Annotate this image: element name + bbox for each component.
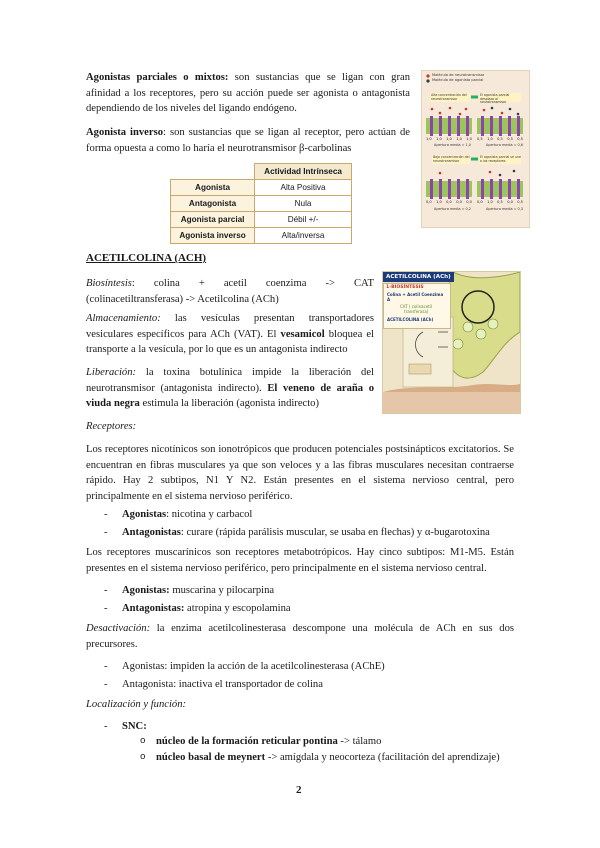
fig1-top-right-caption: El agonista parcial desplaza al neurotransmisor: [480, 93, 510, 105]
list-item: - Antagonistas: curare (rápida parálisis muscular, se usaba en flechas) y α-bugarotoxina: [104, 526, 490, 538]
nicotinicos-paragraph: Los receptores nicotínicos son ionotrópicos que producen potenciales postsinápticos excitatorios. Se encuentran en fibras musculares ya que son veloces y a las fibras musculares necesitan contraerse rápido. Hay 2 subtipos, N1 Y N2. Están presentes en el sistema nervioso central, pero principalmente en el sistema nervioso periférico.: [86, 444, 514, 502]
muscarinicos-paragraph: Los receptores muscarínicos son receptores metabotrópicos. Hay cinco subtipos: M1-M5. Están presentes en el sistema nervioso periférico, pero principalmente en el sistema nervioso central.: [86, 547, 514, 574]
almacenamiento-label: Almacenamiento:: [86, 313, 161, 324]
list-item: - Antagonistas: atropina y escopolamina: [104, 602, 291, 614]
desactivacion-list: [86, 659, 514, 692]
desactivacion-label: Desactivación:: [86, 623, 151, 634]
almacenamiento-paragraph: [86, 311, 374, 358]
list-item: o núcleo basal de meynert -> amígdala y neocorteza (facilitación del aprendizaje): [140, 751, 500, 763]
localizacion-label: Localización y función:: [86, 699, 187, 710]
fig1-legend-partial-agonist: Molécula de agonista parcial: [432, 78, 484, 82]
table-row: Antagonista Nula: [171, 196, 352, 212]
muscarinicos-list: [86, 583, 514, 616]
agonistas-parciales-paragraph: [86, 70, 410, 117]
snc-sublist: [140, 734, 530, 765]
fig2-line3: transferasa): [404, 309, 429, 314]
acetylcholine-synapse-figure: [382, 271, 521, 414]
table-row: Agonista inverso Alta/inversa: [171, 228, 352, 244]
liberacion-paragraph: [86, 365, 374, 412]
fig2-line2: CAT ( colinacetil: [400, 304, 433, 309]
fig1-bottom-right-footer: Apertura media = 0,3: [486, 207, 523, 211]
fig2-title: ACETILCOLINA (ACh): [383, 272, 454, 282]
almacenamiento-text1: las vesículas presentan transportadores vesiculares específicos para ACh (VAT). El: [86, 313, 374, 340]
fig1-top-right-values: 0,5 1,0 0,5 0,5 0,5: [477, 137, 523, 141]
agonista-inverso-paragraph: [86, 125, 410, 156]
snc-label: SNC:: [122, 721, 147, 732]
almacenamiento-bold: vesamicol: [280, 328, 325, 340]
fig1-top-right-footer: Apertura media = 0,6: [486, 143, 523, 147]
biosintesis-paragraph: [86, 276, 374, 307]
liberacion-label: Liberación:: [86, 367, 137, 378]
list-item: - Agonistas: muscarina y pilocarpina: [104, 585, 275, 596]
fig1-top-left-footer: Apertura media = 1,0: [434, 143, 471, 147]
agonistas-parciales-term: Agonistas parciales o mixtos:: [86, 72, 229, 83]
fig2-line1: Colina + Acetil Coenzima A: [387, 292, 444, 302]
fig2-line4: ACETILCOLINA (ACh): [387, 317, 434, 322]
list-item: - Antagonista: inactiva el transportador de colina: [104, 678, 323, 690]
fig1-legend-neurotransmitter: Molécula de neurotransmisor: [432, 73, 485, 77]
fig1-bottom-left-footer: Apertura media = 0,2: [434, 207, 471, 211]
liberacion-text1: la toxina botulínica impide la liberación del neurotransmisor (antagonista indirecto).: [86, 367, 374, 394]
biosintesis-label: Biosíntesis: [86, 278, 132, 289]
desactivacion-text: la enzima acetilcolinesterasa descompone una molécula de ACh en sus dos precursores.: [86, 623, 514, 650]
table-corner: [171, 164, 255, 180]
list-item: - SNC:: [104, 721, 147, 732]
partial-agonist-figure: [421, 70, 530, 228]
table-row: Agonista parcial Débil +/-: [171, 212, 352, 228]
page-number: 2: [296, 784, 302, 796]
list-item: - Agonistas: nicotina y carbacol: [104, 509, 253, 520]
agonista-inverso-term: Agonista inverso: [86, 127, 163, 138]
table-header: Actividad Intrínseca: [255, 164, 352, 180]
list-item: o núcleo de la formación reticular pontina -> tálamo: [140, 736, 382, 747]
liberacion-bold: El veneno de araña o viuda negra: [86, 382, 374, 410]
fig1-bottom-left-values: 0,0 1,0 0,0 0,0 0,0: [426, 200, 472, 204]
agonistas-parciales-text: son sustancias que se ligan con gran afinidad a los receptores, pero su acción puede ser agonista o antagonista dependiendo de los niveles del ligando endógeno.: [86, 72, 410, 115]
receptores-label: Receptores:: [86, 421, 137, 432]
agonista-inverso-text: : son sustancias que se ligan al receptor, pero actúan de forma opuesta a como lo haría el neurotransmisor β-carbolinas: [86, 127, 411, 154]
table-row: Agonista Alta Positiva: [171, 180, 352, 196]
nicotinicos-list: [86, 507, 514, 540]
list-item: - Agonistas: impiden la acción de la acetilcolinesterasa (AChE): [104, 661, 385, 672]
fig1-bottom-right-values: 0,0 1,0 0,5 0,0 0,5: [477, 200, 523, 204]
actividad-intrinseca-table: [170, 163, 352, 244]
snc-list: [86, 719, 514, 735]
almacenamiento-text2: bloquea el transporte a la vesícula, por lo que es un antagonista indirecto: [86, 328, 374, 356]
desactivacion-paragraph: [86, 621, 514, 652]
fig1-bottom-right-caption: El agonista parcial se une a los receptores: [480, 155, 521, 163]
fig1-top-left-caption: Alta concentración del neurotransmisor: [431, 93, 467, 101]
section-title: ACETILCOLINA (ACH): [86, 252, 207, 264]
fig1-bottom-left-caption: Baja concentración del neurotransmisor: [433, 155, 470, 163]
liberacion-text2: estimula la liberación (agonista indirecto): [139, 398, 320, 410]
biosintesis-text: : colina + acetil coenzima -> CAT (colinacetiltransferasa) -> Acetilcolina (ACh): [86, 278, 374, 305]
fig2-subtitle: 1-BIOSÍNTESIS: [386, 285, 424, 290]
fig1-top-left-values: 1,0 1,0 1,0 1,0 1,0: [426, 137, 472, 141]
